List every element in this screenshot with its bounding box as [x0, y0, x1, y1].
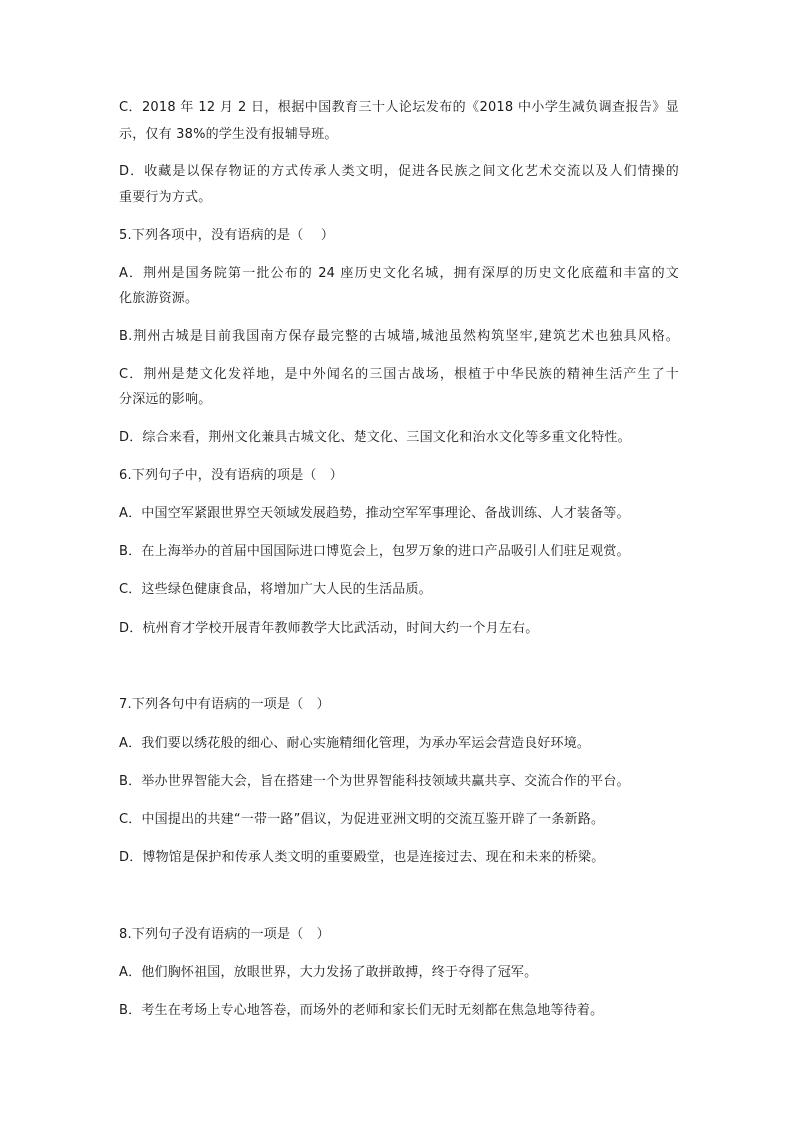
line-5c-2: 分深远的影响。	[119, 392, 212, 407]
line-7a: A．我们要以绣花般的细心、耐心实施精细化管理，为承办军运会营造良好环境。	[119, 736, 591, 751]
line-4c-2: 示，仅有 38%的学生没有报辅导班。	[119, 127, 338, 142]
question-6: 6.下列句子中，没有语病的项是（ ）	[119, 468, 344, 483]
line-5b: B.荆州古城是目前我国南方保存最完整的古城墙,城池虽然构筑坚牢,建筑艺术也独具风格。	[119, 329, 679, 344]
line-5c-1: C．荆州是楚文化发祥地，是中外闻名的三国古战场，根植于中华民族的精神生活产生了十	[119, 367, 679, 382]
line-4d-1: D．收藏是以保存物证的方式传承人类文明，促进各民族之间文化艺术交流以及人们情操的	[119, 164, 679, 179]
line-6a: A．中国空军紧跟世界空天领域发展趋势，推动空军军事理论、备战训练、人才装备等。	[119, 506, 630, 521]
line-8a: A．他们胸怀祖国，放眼世界，大力发扬了敢拼敢搏，终于夺得了冠军。	[119, 965, 538, 980]
line-8b: B．考生在考场上专心地答卷，而场外的老师和家长们无时无刻都在焦急地等待着。	[119, 1003, 604, 1018]
line-4c-1: C．2018 年 12 月 2 日，根据中国教育三十人论坛发布的《2018 中小学生减负调查报告》显	[119, 100, 679, 115]
line-5a-2: 化旅游资源。	[119, 291, 199, 306]
line-4d-2: 重要行为方式。	[119, 190, 212, 205]
line-6d: D．杭州育才学校开展青年教师教学大比武活动，时间大约一个月左右。	[119, 621, 539, 636]
line-6b: B．在上海举办的首届中国国际进口博览会上，包罗万象的进口产品吸引人们驻足观赏。	[119, 544, 630, 559]
line-6c: C．这些绿色健康食品，将增加广大人民的生活品质。	[119, 582, 432, 597]
line-7d: D．博物馆是保护和传承人类文明的重要殿堂，也是连接过去、现在和未来的桥梁。	[119, 850, 605, 865]
line-7b: B．举办世界智能大会，旨在搭建一个为世界智能科技领域共赢共享、交流合作的平台。	[119, 774, 630, 789]
question-8: 8.下列句子没有语病的一项是（ ）	[119, 927, 330, 942]
question-5: 5.下列各项中，没有语病的是（ ）	[119, 228, 335, 243]
line-7c: C．中国提出的共建“一带一路”倡议，为促进亚洲文明的交流互鉴开辟了一条新路。	[119, 812, 605, 827]
question-7: 7.下列各句中有语病的一项是（ ）	[119, 697, 330, 712]
line-5d: D．综合来看，荆州文化兼具古城文化、楚文化、三国文化和治水文化等多重文化特性。	[119, 430, 631, 445]
line-5a-1: A．荆州是国务院第一批公布的 24 座历史文化名城，拥有深厚的历史文化底蕴和丰富的文	[119, 266, 679, 281]
